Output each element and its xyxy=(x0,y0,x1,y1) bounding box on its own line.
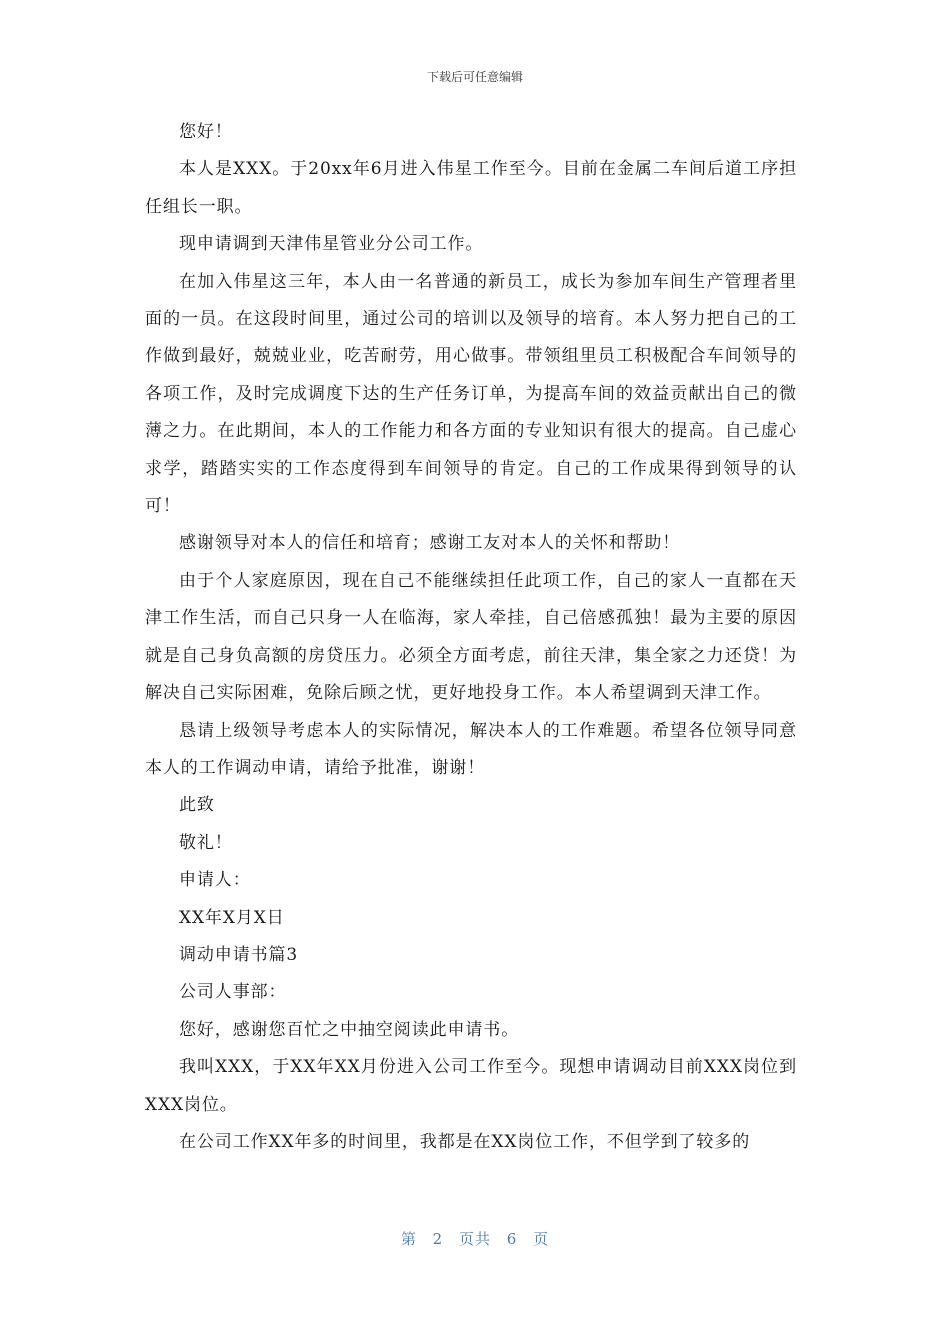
document-body xyxy=(145,114,797,1161)
paragraph-experience: 在加入伟星这三年，本人由一名普通的新员工，成长为参加车间生产管理者里面的一员。在这段时间里，通过公司的培训以及领导的培育。本人努力把自己的工作做到最好，兢兢业业，吃苦耐劳，用心做事。带领组里员工积极配合车间领导的各项工作，及时完成调度下达的生产任务订单，为提高车间的效益贡献出自己的微薄之力。在此期间，本人的工作能力和各方面的专业知识有很大的提高。自己虚心求学，踏踏实实的工作态度得到车间领导的肯定。自己的工作成果得到领导的认可！ xyxy=(145,271,797,517)
paragraph-plea: 恳请上级领导考虑本人的实际情况，解决本人的工作难题。希望各位领导同意本人的工作调动申请，请给予批准，谢谢！ xyxy=(145,720,797,778)
header-note: 下载后可任意编辑 xyxy=(426,70,523,84)
paragraph-reason: 由于个人家庭原因，现在自己不能继续担任此项工作，自己的家人一直都在天津工作生活，而自己只身一人在临海，家人牵挂，自己倍感孤独！最为主要的原因就是自己身负高额的房贷压力。必须全方面考虑，前往天津，集全家之力还贷！为解决自己实际困难，免除后顾之忧，更好地投身工作。本人希望调到天津工作。 xyxy=(145,570,797,704)
paragraph-greeting: 您好！ xyxy=(179,122,233,142)
section-title: 调动申请书篇3 xyxy=(179,944,299,965)
paragraph-closing: 此致 xyxy=(179,795,215,816)
paragraph-applicant: 申请人： xyxy=(179,870,251,891)
paragraph-recipient: 公司人事部： xyxy=(179,982,287,1003)
page-number: 第 2 页共 6 页 xyxy=(400,1230,550,1248)
paragraph-intro: 本人是XXX。于20xx年6月进入伟星工作至今。目前在金属二车间后道工序担任组长一职。 xyxy=(145,159,797,217)
paragraph-intro-2: 我叫XXX，于XX年XX月份进入公司工作至今。现想申请调动目前XXX岗位到XXX岗位。 xyxy=(145,1057,797,1115)
paragraph-greeting-2: 您好，感谢您百忙之中抽空阅读此申请书。 xyxy=(179,1019,520,1040)
paragraph-salute: 敬礼！ xyxy=(179,832,233,853)
paragraph-date: XX年X月X日 xyxy=(179,907,285,928)
paragraph-request: 现申请调到天津伟星管业分公司工作。 xyxy=(179,234,484,255)
paragraph-experience-2: 在公司工作XX年多的时间里，我都是在XX岗位工作，不但学到了较多的 xyxy=(179,1131,751,1152)
paragraph-thanks: 感谢领导对本人的信任和培育；感谢工友对本人的关怀和帮助！ xyxy=(179,533,681,554)
